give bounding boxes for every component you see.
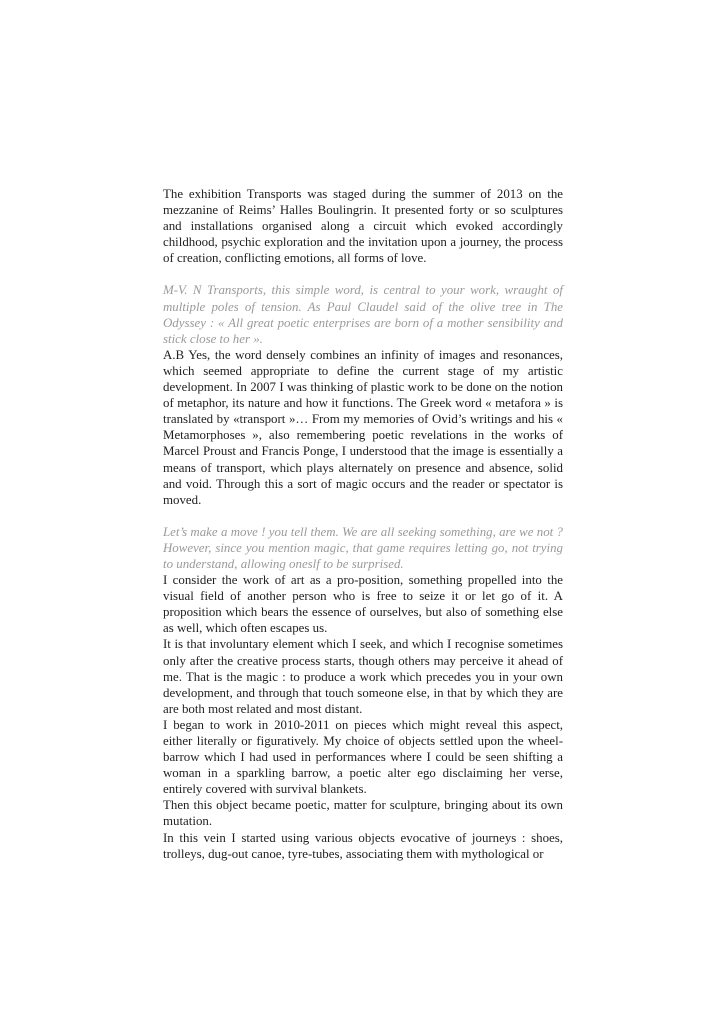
artist-answer-2a: I consider the work of art as a pro-position, something propelled into the visual field of another person who is free to seize it or let go of it. A proposition which bears the essence of ourselves, but also of something else as well, which often escapes us. [163, 573, 563, 636]
intro-paragraph: The exhibition Transports was staged during the summer of 2013 on the mezzanine of Reims’ Halles Boulingrin. It presented forty or so sculptures and installations organised along a circuit which evoked accordingly childhood, psychic exploration and the invitation upon a journey, the process of creation, conflicting emotions, all forms of love. [163, 187, 563, 266]
artist-answer-2c: I began to work in 2010-2011 on pieces which might reveal this aspect, either literally or figuratively. My choice of objects settled upon the wheel-barrow which I had used in performances where I could be seen shifting a woman in a sparkling barrow, a poetic alter ego disclaiming her verse, entirely covered with survival blankets. [163, 717, 563, 797]
artist-answer-2d: Then this object became poetic, matter for sculpture, bringing about its own mutation. [163, 798, 563, 829]
artist-answer-2e: In this vein I started using various objects evocative of journeys : shoes, trolleys, dug-out canoe, tyre-tubes, associating them with mythological or [163, 830, 563, 861]
interviewer-question-2: Let’s make a move ! you tell them. We are all seeking something, are we not ? However, since you mention magic, that game requires letting go, not trying to understand, allowing oneslf to be surprised. [163, 524, 563, 571]
artist-answer-1: A.B Yes, the word densely combines an infinity of images and resonances, which seemed appropriate to define the current stage of my artistic development. In 2007 I was thinking of plastic work to be done on the notion of metaphor, its nature and how it functions. The Greek word « metafora » is translated by «transport »… From my memories of Ovid’s writings and his « Metamorphoses », also remembering poetic revelations in the works of Marcel Proust and Francis Ponge, I understood that the image is essentially a means of transport, which plays alternately on presence and absence, solid and void. Through this a sort of magic occurs and the reader or spectator is moved. [163, 347, 563, 507]
interviewer-question-1: M-V. N Transports, this simple word, is central to your work, wraught of multiple poles of tension. As Paul Claudel said of the olive tree in The Odyssey : « All great poetic enterprises are born of a mother sensibility and stick close to her ». [163, 283, 563, 346]
artist-answer-2b: It is that involuntary element which I seek, and which I recognise sometimes only after the creative process starts, though others may perceive it ahead of me. That is the magic : to produce a work which precedes you in your own development, and through that touch someone else, in that by which they are are both most related and most distant. [163, 637, 563, 716]
interview-text-block [163, 186, 563, 862]
